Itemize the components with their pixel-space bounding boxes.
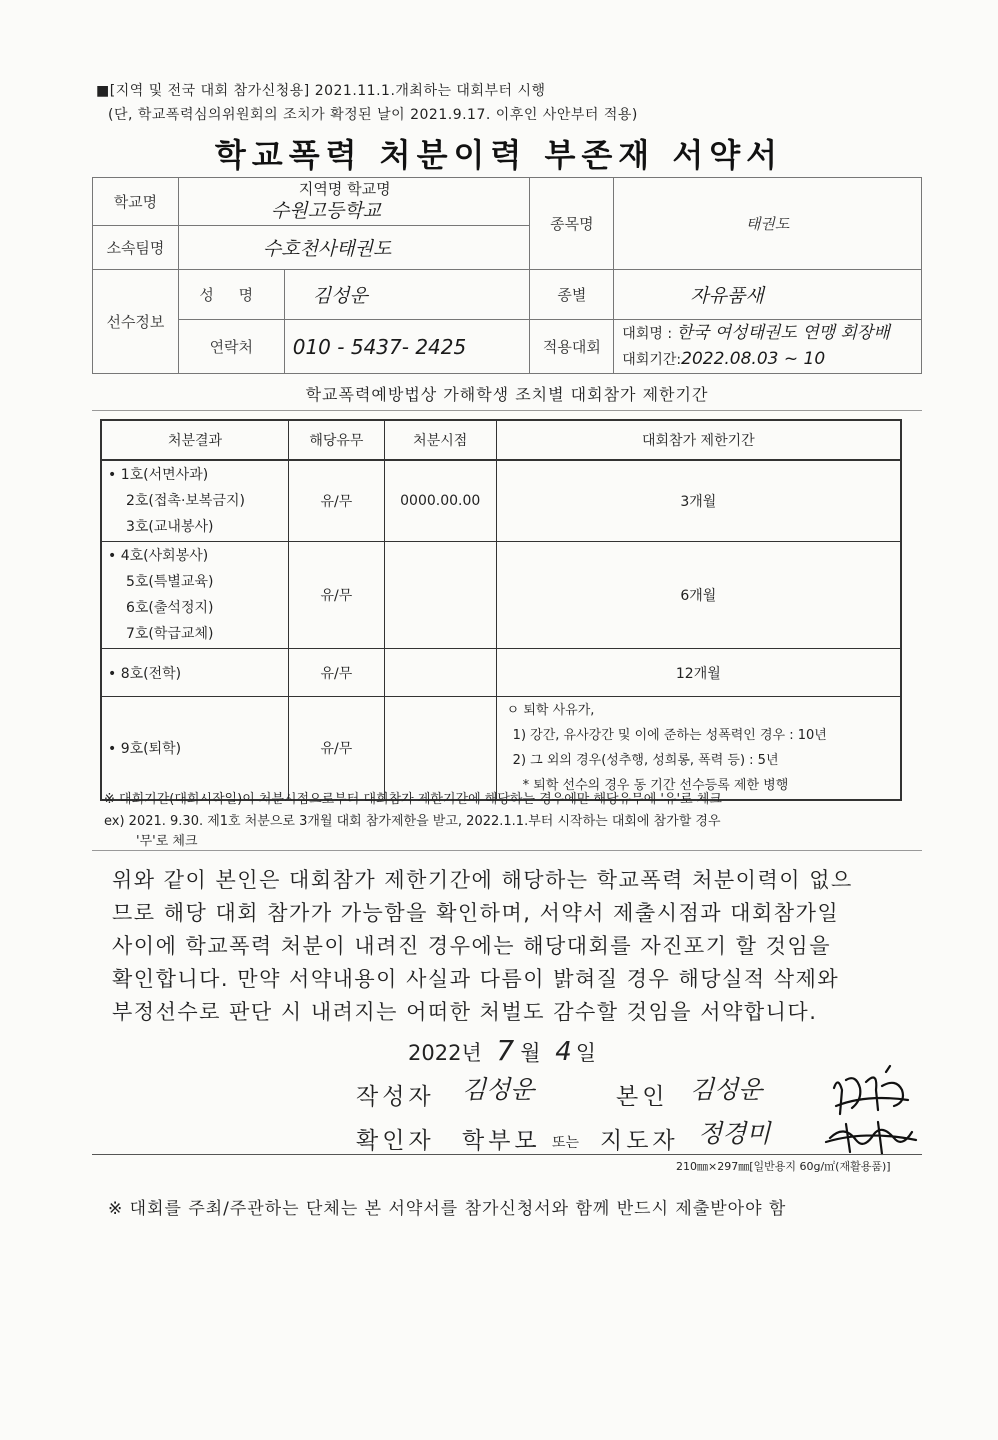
writer-signature: [816, 1060, 926, 1160]
category-value: 자유품새: [690, 285, 764, 307]
date-year: 2022년: [408, 1041, 482, 1065]
date-month: 7: [496, 1034, 515, 1067]
contact-value: 010 - 5437- 2425: [292, 334, 467, 359]
pledge-line: 므로 해당 대회 참가가 가능함을 확인하며, 서약서 제출시점과 대회참가일: [112, 901, 840, 925]
limit-value: 6개월: [496, 542, 901, 649]
date-value: [384, 697, 496, 801]
table-row: [101, 697, 901, 801]
example-note: ex) 2021. 9.30. 제1호 처분으로 3개월 대회 참가제한을 받고, 2022.1.1.부터 시작하는 대회에 참가할 경우: [104, 814, 721, 829]
pledge-line: 사이에 학교폭력 처분이 내려진 경우에는 해당대회를 자진포기 할 것임을: [112, 934, 831, 958]
table-row: [101, 649, 901, 697]
divider: [92, 850, 922, 851]
footer-notice: ※ 대회를 주최/주관하는 단체는 본 서약서를 참가신청서와 함께 반드시 제출받아야 함: [108, 1199, 787, 1219]
category-label: 종별: [530, 270, 614, 320]
or-label: 또는: [552, 1135, 580, 1151]
applicant-info-table: [92, 177, 922, 374]
limit-value: 3개월: [496, 460, 901, 542]
date-day: 4: [555, 1037, 572, 1067]
result-item: • 4호(사회봉사): [108, 548, 209, 564]
header-notice: ■[지역 및 전국 대회 참가신청용] 2021.11.1.개최하는 대회부터 시행: [96, 83, 546, 99]
date-day-unit: 일: [575, 1041, 597, 1065]
applicable-value: 유/무: [289, 460, 385, 542]
event-label: 종목명: [530, 178, 614, 270]
school-label: 학교명: [93, 178, 179, 226]
limits-subtitle: 학교폭력예방법상 가해학생 조치별 대회참가 제한기간: [305, 385, 709, 404]
date-value: 0000.00.00: [384, 460, 496, 542]
limit-note: ㅇ 퇴학 사유가,: [506, 703, 595, 718]
date-value: [384, 649, 496, 697]
coach-label: 지도자: [600, 1128, 679, 1154]
competition-name-label: 대회명 :: [622, 325, 673, 342]
writer-value: 김성운: [462, 1075, 535, 1104]
self-value: 김성운: [690, 1075, 763, 1104]
competition-label: 적용대회: [530, 320, 614, 374]
parent-label: 학부모: [462, 1128, 541, 1154]
table-row: [101, 542, 901, 649]
participation-limit-table: [100, 419, 902, 801]
check-note: ※ 대회기간(대회시작일)이 처분시점으로부터 대회참가 제한기간에 해당하는 경우에만 해당유무에 '유'로 체크: [104, 792, 722, 807]
result-item: 6호(출석정지): [126, 600, 214, 616]
col-header-limit: 대회참가 제한기간: [496, 420, 901, 460]
applicable-value: 유/무: [289, 697, 385, 801]
player-info-label: 선수정보: [93, 270, 179, 374]
confirm-label: 확인자: [356, 1128, 435, 1154]
result-item: • 9호(퇴학): [101, 697, 289, 801]
pledge-line: 확인합니다. 만약 서약내용이 사실과 다름이 밝혀질 경우 해당실적 삭제와: [112, 967, 840, 991]
limit-note: * 퇴학 선수의 경우 동 기간 선수등록 제한 병행: [522, 778, 789, 793]
writer-label: 작성자: [356, 1084, 435, 1110]
applicable-value: 유/무: [289, 542, 385, 649]
contact-label: 연락처: [178, 320, 284, 374]
team-label: 소속팀명: [93, 226, 179, 270]
coach-value: 정경미: [698, 1119, 771, 1148]
school-cell: [178, 178, 530, 226]
limit-note: 2) 그 외의 경우(성추행, 성희롱, 폭력 등) : 5년: [512, 753, 779, 768]
limit-value: 12개월: [496, 649, 901, 697]
pledge-line: 부정선수로 판단 시 내려지는 어떠한 처벌도 감수할 것임을 서약합니다.: [112, 1000, 818, 1024]
divider: [92, 1154, 922, 1155]
example-note-cont: '무'로 체크: [136, 834, 198, 849]
name-value: 김성운: [312, 285, 368, 307]
competition-period-label: 대회기간:: [622, 351, 682, 368]
pledge-text: [112, 864, 902, 1029]
event-value: 태권도: [614, 178, 922, 270]
competition-period-value: 2022.08.03 ~ 10: [681, 348, 826, 369]
result-item: 7호(학급교체): [126, 626, 214, 642]
result-item: 2호(접촉·보복금지): [126, 493, 245, 509]
document-title: 학교폭력 처분이력 부존재 서약서: [214, 136, 784, 174]
col-header-applicable: 해당유무: [289, 420, 385, 460]
limit-note: 1) 강간, 유사강간 및 이에 준하는 성폭력인 경우 : 10년: [512, 728, 827, 743]
result-item: 5호(특별교육): [126, 574, 214, 590]
paper-spec: 210㎜×297㎜[일반용지 60g/㎡(재활용품)]: [676, 1160, 891, 1173]
signing-date: [408, 1034, 596, 1067]
header-subnotice: (단, 학교폭력심의위원회의 조치가 확정된 날이 2021.9.17. 이후인 사안부터 적용): [108, 107, 638, 123]
team-value: 수호천사태권도: [262, 238, 392, 260]
col-header-result: 처분결과: [101, 420, 289, 460]
self-label: 본인: [616, 1084, 669, 1110]
result-item: • 1호(서면사과): [108, 467, 209, 483]
school-hint: 지역명 학교명: [298, 180, 391, 198]
divider: [92, 410, 922, 411]
result-item: 3호(교내봉사): [126, 519, 214, 535]
date-value: [384, 542, 496, 649]
date-month-unit: 월: [520, 1041, 541, 1065]
table-row: [101, 460, 901, 542]
competition-name-value: 한국 여성태권도 연맹 회장배: [676, 322, 890, 343]
name-label: 성 명: [178, 270, 284, 320]
pledge-line: 위와 같이 본인은 대회참가 제한기간에 해당하는 학교폭력 처분이력이 없으: [112, 868, 853, 892]
col-header-date: 처분시점: [384, 420, 496, 460]
applicable-value: 유/무: [289, 649, 385, 697]
school-value: 수원고등학교: [270, 200, 381, 222]
result-item: • 8호(전학): [101, 649, 289, 697]
